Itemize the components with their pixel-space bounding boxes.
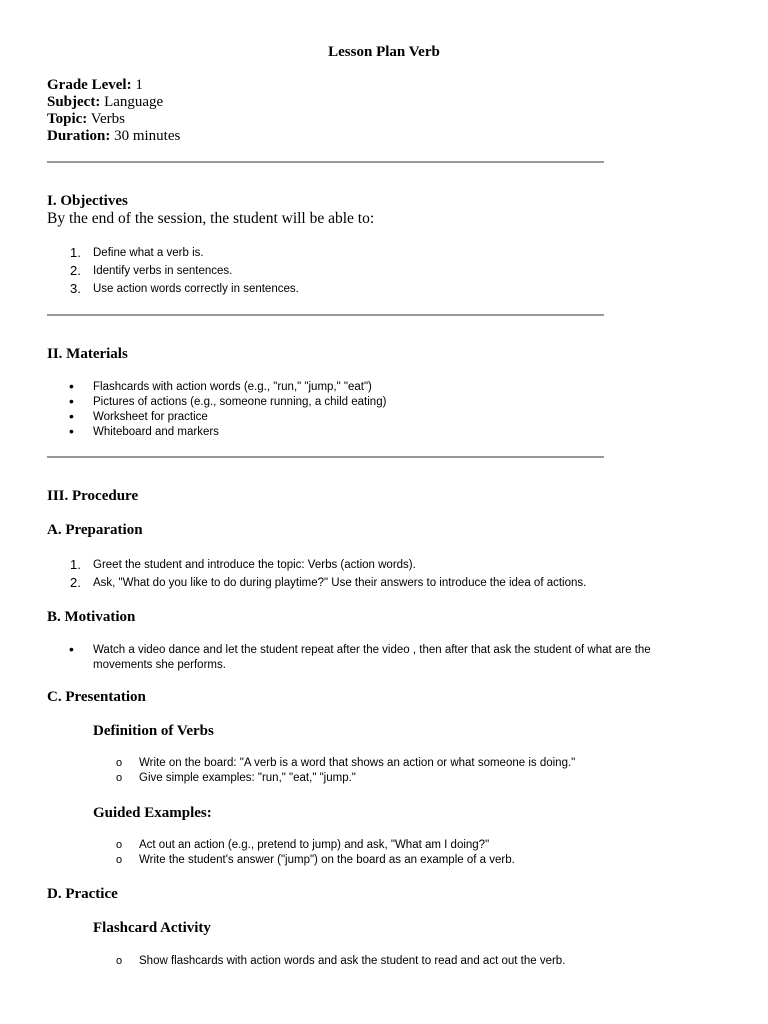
- flashcard-activity-heading: Flashcard Activity: [93, 920, 211, 936]
- motivation-heading: B. Motivation: [47, 609, 136, 625]
- document-title: Lesson Plan Verb: [328, 44, 440, 60]
- grade-level-value: 1: [131, 77, 143, 93]
- list-marker: 2.: [70, 575, 81, 590]
- hollow-bullet-marker: o: [116, 757, 123, 769]
- objective-item: Identify verbs in sentences.: [93, 265, 233, 277]
- flashcard-activity-item: Show flashcards with action words and ask the student to read and act out the verb.: [139, 955, 566, 967]
- material-item: Worksheet for practice: [93, 411, 208, 423]
- definition-item: Write on the board: "A verb is a word that shows an action or what someone is doing.": [139, 757, 576, 769]
- bullet-marker: •: [69, 408, 74, 424]
- procedure-heading: III. Procedure: [47, 488, 139, 504]
- hollow-bullet-marker: o: [116, 854, 123, 866]
- materials-heading: II. Materials: [47, 346, 128, 362]
- section-divider: [47, 161, 604, 163]
- duration-value: 30 minutes: [110, 128, 181, 144]
- guided-example-item: Act out an action (e.g., pretend to jump) and ask, "What am I doing?": [139, 839, 490, 851]
- list-marker: 3.: [70, 281, 81, 296]
- material-item: Flashcards with action words (e.g., "run," "jump," "eat"): [93, 381, 372, 393]
- topic-label: Topic:: [47, 111, 88, 127]
- subject-label: Subject:: [47, 94, 101, 110]
- bullet-marker: •: [69, 641, 74, 657]
- definition-item: Give simple examples: "run," "eat," "jump.": [139, 772, 356, 784]
- list-marker: 1.: [70, 557, 81, 572]
- objectives-heading: I. Objectives: [47, 193, 128, 209]
- preparation-item: Ask, "What do you like to do during playtime?" Use their answers to introduce the idea of actions.: [93, 577, 587, 589]
- objective-item: Define what a verb is.: [93, 247, 204, 259]
- preparation-item: Greet the student and introduce the topic: Verbs (action words).: [93, 559, 416, 571]
- bullet-marker: •: [69, 378, 74, 394]
- grade-level-label: Grade Level:: [47, 77, 132, 93]
- subject-line: [47, 94, 163, 111]
- topic-line: [47, 111, 125, 128]
- bullet-marker: •: [69, 423, 74, 439]
- hollow-bullet-marker: o: [116, 772, 123, 784]
- grade-level-line: [47, 77, 143, 94]
- guided-examples-heading: Guided Examples:: [93, 805, 212, 821]
- practice-heading: D. Practice: [47, 886, 118, 902]
- section-divider: [47, 314, 604, 316]
- definition-heading: Definition of Verbs: [93, 723, 214, 739]
- motivation-item: Watch a video dance and let the student repeat after the video , then after that ask the student of what are the movements she performs.: [93, 644, 651, 671]
- guided-example-item: Write the student's answer ("jump") on the board as an example of a verb.: [139, 854, 515, 866]
- topic-value: Verbs: [87, 111, 125, 127]
- material-item: Whiteboard and markers: [93, 426, 219, 438]
- duration-line: [47, 128, 180, 145]
- objectives-intro: By the end of the session, the student will be able to:: [47, 210, 375, 227]
- list-marker: 1.: [70, 245, 81, 260]
- section-divider: [47, 456, 604, 458]
- duration-label: Duration:: [47, 128, 111, 144]
- preparation-heading: A. Preparation: [47, 522, 143, 538]
- hollow-bullet-marker: o: [116, 955, 123, 967]
- material-item: Pictures of actions (e.g., someone running, a child eating): [93, 396, 387, 408]
- presentation-heading: C. Presentation: [47, 689, 146, 705]
- hollow-bullet-marker: o: [116, 839, 123, 851]
- objective-item: Use action words correctly in sentences.: [93, 283, 299, 295]
- subject-value: Language: [100, 94, 164, 110]
- bullet-marker: •: [69, 393, 74, 409]
- list-marker: 2.: [70, 263, 81, 278]
